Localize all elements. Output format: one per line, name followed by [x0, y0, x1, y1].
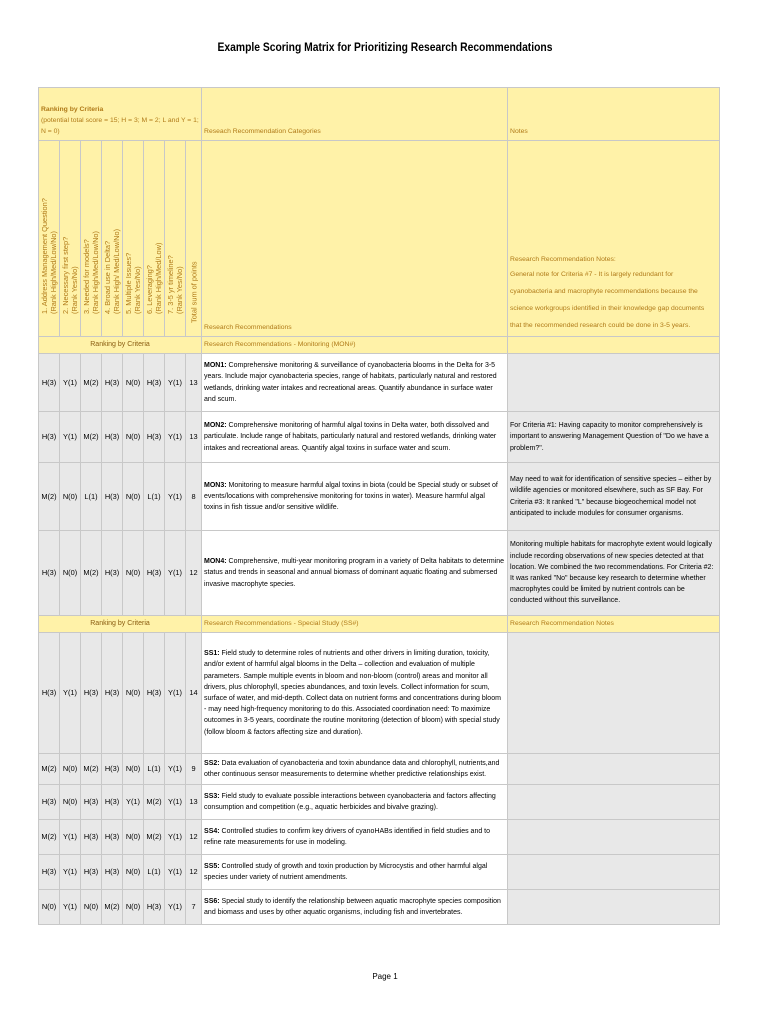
score-cell: Y(1) [60, 354, 81, 412]
score-cell: H(3) [39, 412, 60, 463]
criteria-header-1 [39, 141, 60, 337]
score-cell: N(0) [123, 890, 144, 925]
score-cell: M(2) [81, 531, 102, 616]
general-notes-cell [508, 141, 720, 337]
recommendation-row [39, 412, 720, 463]
score-cell: Y(1) [165, 412, 186, 463]
recommendation-text: Comprehensive monitoring of harmful algal toxins in Delta water, both dissolved and particulate. Include range of habitats, particularly natural and restored wetlands, drinking water intakes and recreational areas. Quantify algal toxins in surface water and scum. [204, 422, 497, 452]
recommendation-text: Comprehensive, multi-year monitoring program in a variety of Delta habitats to determine status and trends in seasonal and annual biomass of dominant aquatic floating and submersed invasive macrophyte species. [204, 558, 505, 588]
score-cell: M(2) [39, 820, 60, 855]
recommendations-header: Research Recommendations [202, 141, 508, 337]
recommendation-row [39, 531, 720, 616]
section-ranking-label: Ranking by Criteria [39, 616, 202, 633]
criteria-label: 4. Broad use in Delta? (Rank High/ Med/Low/No) [102, 228, 121, 314]
score-cell: Y(1) [165, 855, 186, 890]
score-cell: L(1) [81, 463, 102, 531]
score-cell: H(3) [81, 633, 102, 754]
criteria-header-6 [144, 141, 165, 337]
notes-header: Notes [508, 88, 720, 141]
score-cell: H(3) [81, 820, 102, 855]
score-cell: Y(1) [165, 633, 186, 754]
score-note: (potential total score = 15; H = 3; M = 2; L and Y = 1; N = 0) [41, 117, 199, 136]
recommendation-code: MON3: [204, 481, 227, 489]
recommendation-row [39, 855, 720, 890]
recommendation-text: Field study to determine roles of nutrients and other drivers in limiting duration, toxicity, and/or extent of harmful algal blooms in the Delta – collection and evaluation of multiple parameters. Sample multiple events in bloom and non-bloom (control) areas and monitor all drivers, plus chlorophyll, species abundances, and toxin levels. Collect information for scum, surface of water, and mid-depth. Collect data on nutrient forms and concentrations during bloom - may need high-frequency monitoring to do this. Associated coordination need: To maximize outcomes in 3-5 years, coordinate the routine monitoring (detection of bloom) with special study (follow bloom & factors affecting size and duration). [204, 650, 501, 736]
score-cell: M(2) [81, 354, 102, 412]
score-cell: Y(1) [165, 890, 186, 925]
score-cell: H(3) [144, 531, 165, 616]
section-title: Research Recommendations - Special Study (SS#) [202, 616, 508, 633]
score-cell: H(3) [102, 855, 123, 890]
general-notes-text: General note for Criteria #7 - It is largely redundant for cyanobacteria and macrophyte recommendations because the science workgroups identified in their knowledge gap documents that the recommended research could be done in 3-5 years. [510, 271, 705, 329]
recommendation-text-cell [202, 412, 508, 463]
score-cell: H(3) [102, 531, 123, 616]
recommendation-text: Monitoring to measure harmful algal toxins in biota (could be Special study or subset of events/locations with comprehensive monitoring for toxins in water). Measure harmful algal toxins in fish tissue and/or sensitive wildlife. [204, 481, 498, 512]
score-cell: N(0) [60, 754, 81, 785]
recommendation-text-cell [202, 531, 508, 616]
recommendation-note-cell [508, 785, 720, 820]
recommendation-note-cell [508, 855, 720, 890]
recommendation-note-cell: Monitoring multiple habitats for macrophyte extent would logically include recording observations of new species detected at that location. We combined the two recommendations. For Criteria #2: It was ranked "No" because key research to determine whether macrophytes could be limited by nutrient controls can be conducted without this surveillance. [508, 531, 720, 616]
general-notes-title: Research Recommendation Notes: [510, 256, 616, 264]
recommendation-row [39, 354, 720, 412]
recommendation-row [39, 820, 720, 855]
recommendation-text: Special study to identify the relationship between aquatic macrophyte species composition and biomass and uses by other aquatic organisms, including fish and invertebrates. [204, 897, 501, 916]
recommendation-row [39, 890, 720, 925]
criteria-header-2 [60, 141, 81, 337]
score-cell: H(3) [81, 785, 102, 820]
score-cell: N(0) [123, 354, 144, 412]
recommendation-text-cell [202, 855, 508, 890]
criteria-header-5 [123, 141, 144, 337]
score-cell: L(1) [144, 463, 165, 531]
score-cell: Y(1) [165, 354, 186, 412]
recommendation-note-cell [508, 754, 720, 785]
recommendation-note-cell [508, 354, 720, 412]
score-cell: L(1) [144, 855, 165, 890]
total-score-cell: 7 [186, 890, 202, 925]
score-cell: H(3) [102, 463, 123, 531]
score-cell: H(3) [144, 354, 165, 412]
total-score-cell: 12 [186, 855, 202, 890]
recommendation-row [39, 463, 720, 531]
score-cell: N(0) [123, 855, 144, 890]
score-cell: M(2) [144, 820, 165, 855]
recommendation-note-cell: May need to wait for identification of sensitive species – either by wildlife agencies or monitored elsewhere, such as SF Bay. For Criteria #3: It ranked "L" because biogeochemical model not anticipated to include modules for consumer organisms. [508, 463, 720, 531]
score-cell: N(0) [60, 785, 81, 820]
recommendation-code: SS6: [204, 897, 220, 905]
score-cell: Y(1) [60, 412, 81, 463]
score-cell: Y(1) [165, 754, 186, 785]
criteria-label: 2. Necessary first step? (Rank Yes/No) [60, 236, 79, 314]
score-cell: H(3) [102, 754, 123, 785]
score-cell: H(3) [39, 354, 60, 412]
score-cell: M(2) [102, 890, 123, 925]
score-cell: H(3) [39, 855, 60, 890]
recommendation-code: MON1: [204, 362, 227, 370]
score-cell: H(3) [39, 531, 60, 616]
score-cell: Y(1) [165, 785, 186, 820]
score-cell: H(3) [144, 890, 165, 925]
score-cell: M(2) [144, 785, 165, 820]
criteria-label: 5. Multiple Issues? (Rank Yes/No) [123, 252, 142, 314]
recommendation-row [39, 754, 720, 785]
criteria-header-8 [186, 141, 202, 337]
score-cell: L(1) [144, 754, 165, 785]
score-cell: H(3) [102, 354, 123, 412]
score-cell: H(3) [102, 820, 123, 855]
score-cell: N(0) [123, 412, 144, 463]
score-cell: N(0) [39, 890, 60, 925]
section-notes-title [508, 337, 720, 354]
score-cell: Y(1) [165, 820, 186, 855]
recommendation-text-cell [202, 754, 508, 785]
criteria-label: 6. Leveraging? (Rank High/Med/Low) [144, 242, 163, 314]
recommendation-text-cell [202, 820, 508, 855]
recommendation-row [39, 785, 720, 820]
criteria-label: Total sum of points [188, 261, 198, 323]
ranking-header-cell [39, 88, 202, 141]
score-cell: Y(1) [123, 785, 144, 820]
score-cell: N(0) [81, 890, 102, 925]
score-cell: Y(1) [60, 820, 81, 855]
page-title: Example Scoring Matrix for Prioritizing Research Recommendations [217, 40, 553, 54]
criteria-header-4 [102, 141, 123, 337]
recommendation-code: SS3: [204, 792, 220, 800]
score-cell: H(3) [144, 633, 165, 754]
score-cell: Y(1) [165, 463, 186, 531]
recommendation-text: Controlled study of growth and toxin production by Microcystis and other harmful algal species under variety of nutrient amendments. [204, 862, 488, 881]
score-cell: H(3) [102, 785, 123, 820]
total-score-cell: 14 [186, 633, 202, 754]
criteria-label: 3. Needed for models? (Rank High/Med/Low/No) [81, 230, 100, 314]
score-cell: N(0) [123, 820, 144, 855]
score-cell: M(2) [39, 463, 60, 531]
recommendation-code: MON4: [204, 558, 227, 566]
recommendation-text-cell [202, 463, 508, 531]
categories-header: Reseach Recommendation Categories [202, 88, 508, 141]
score-cell: Y(1) [165, 531, 186, 616]
score-cell: H(3) [39, 633, 60, 754]
score-cell: N(0) [123, 633, 144, 754]
score-cell: N(0) [60, 463, 81, 531]
section-header-row [39, 337, 720, 354]
total-score-cell: 13 [186, 785, 202, 820]
score-cell: H(3) [102, 633, 123, 754]
recommendation-text: Comprehensive monitoring & surveillance of cyanobacteria blooms in the Delta for 3-5 years. Include major cyanobacteria species, range of habitats, particularly natural and restored wetlands, drinking water intakes and recreational areas. Quantify abundance in surface water and scum. [204, 362, 497, 403]
score-cell: M(2) [81, 412, 102, 463]
recommendation-text: Data evaluation of cyanobacteria and toxin abundance data and chlorophyll, nutrients,and other continuous sensor measurements to determine whether predictive relationships exist. [204, 759, 500, 778]
total-score-cell: 9 [186, 754, 202, 785]
header-row-1 [39, 88, 720, 141]
total-score-cell: 8 [186, 463, 202, 531]
criteria-label: 7. 3-5 yr timeline? (Rank Yes/No) [165, 254, 184, 314]
recommendation-row [39, 633, 720, 754]
total-score-cell: 12 [186, 531, 202, 616]
recommendation-code: SS1: [204, 650, 220, 658]
recommendation-text: Field study to evaluate possible interactions between cyanobacteria and factors affecting consumption and competition (e.g., aquatic herbicides and bivalve grazing). [204, 792, 496, 811]
score-cell: N(0) [123, 531, 144, 616]
score-cell: N(0) [123, 463, 144, 531]
recommendation-text-cell [202, 890, 508, 925]
recommendation-text-cell [202, 633, 508, 754]
score-cell: M(2) [81, 754, 102, 785]
section-ranking-label: Ranking by Criteria [39, 337, 202, 354]
ranking-label: Ranking by Criteria [41, 106, 104, 114]
score-cell: N(0) [123, 754, 144, 785]
criteria-header-row [39, 141, 720, 337]
recommendation-text: Controlled studies to confirm key drivers of cyanoHABs identified in field studies and to refine rate measurements for use in modeling. [204, 827, 491, 846]
recommendation-note-cell [508, 633, 720, 754]
score-cell: M(2) [39, 754, 60, 785]
score-cell: H(3) [81, 855, 102, 890]
score-cell: H(3) [102, 412, 123, 463]
score-cell: Y(1) [60, 855, 81, 890]
recommendation-code: MON2: [204, 422, 227, 430]
page-number: Page 1 [372, 972, 398, 981]
section-header-row [39, 616, 720, 633]
score-cell: N(0) [60, 531, 81, 616]
recommendation-note-cell: For Criteria #1: Having capacity to monitor comprehensively is important to answering Management Question of "Do we have a problem?". [508, 412, 720, 463]
criteria-header-7 [165, 141, 186, 337]
recommendation-text-cell [202, 354, 508, 412]
recommendation-note-cell [508, 890, 720, 925]
total-score-cell: 13 [186, 354, 202, 412]
recommendation-code: SS4: [204, 827, 220, 835]
recommendation-note-cell [508, 820, 720, 855]
score-cell: H(3) [39, 785, 60, 820]
recommendation-code: SS5: [204, 862, 220, 870]
criteria-label: 1. Address Management Question? (Rank High/Med/Low/No) [39, 197, 58, 314]
total-score-cell: 12 [186, 820, 202, 855]
section-title: Research Recommendations - Monitoring (MON#) [202, 337, 508, 354]
section-notes-title: Research Recommendation Notes [508, 616, 720, 633]
recommendation-code: SS2: [204, 759, 220, 767]
score-cell: Y(1) [60, 890, 81, 925]
score-cell: H(3) [144, 412, 165, 463]
score-cell: Y(1) [60, 633, 81, 754]
recommendation-text-cell [202, 785, 508, 820]
scoring-matrix-table [38, 87, 720, 925]
criteria-header-3 [81, 141, 102, 337]
total-score-cell: 13 [186, 412, 202, 463]
